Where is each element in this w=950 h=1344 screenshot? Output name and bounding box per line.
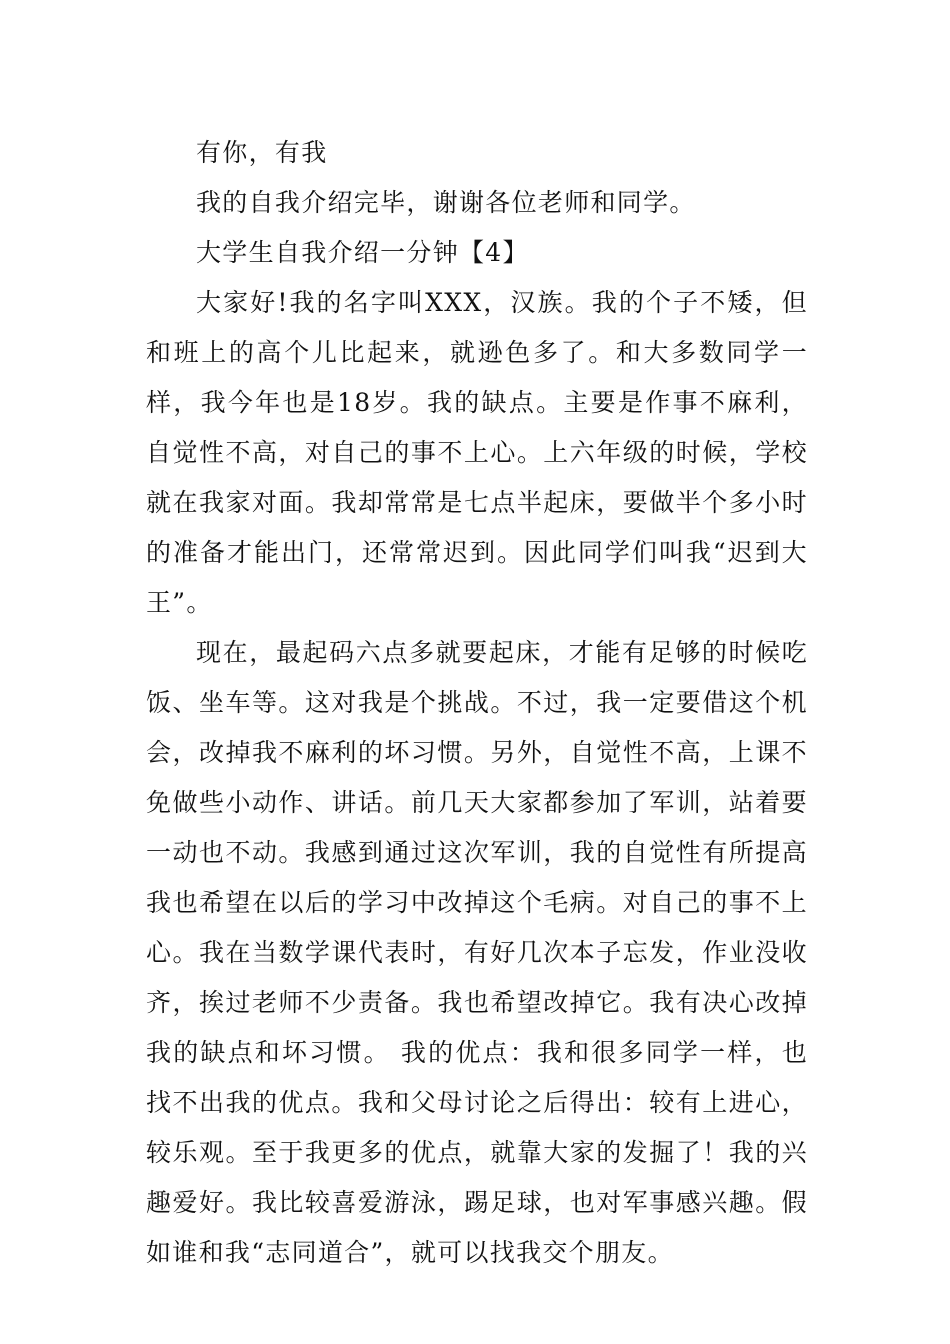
paragraph-self-assessment: 现在，最起码六点多就要起床，才能有足够的时候吃饭、坐车等。这对我是个挑战。不过，我一定要借这个机会，改掉我不麻利的坏习惯。另外，自觉性不高，上课不免做些小动作、讲话。前几天大家都参加了军训，站着要一动也不动。我感到通过这次军训，我的自觉性有所提高我也希望在以后的学习中改掉这个毛病。对自己的事不上心。我在当数学课代表时，有好几次本子忘发，作业没收齐，挨过老师不少责备。我也希望改掉它。我有决心改掉我的缺点和坏习惯。 我的优点：我和很多同学一样，也找不出我的优点。我和父母讨论之后得出：较有上进心，较乐观。至于我更多的优点，就靠大家的发掘了！我的兴趣爱好。我比较喜爱游泳，踢足球，也对军事感兴趣。假如谁和我“志同道合”，就可以找我交个朋友。 bbox=[146, 638, 808, 1267]
paragraph-thanks: 我的自我介绍完毕，谢谢各位老师和同学。 bbox=[196, 188, 696, 217]
paragraph-closing-line: 有你，有我 bbox=[196, 138, 328, 167]
section-heading: 大学生自我介绍一分钟【4】 bbox=[196, 238, 529, 267]
document-body bbox=[146, 128, 808, 1278]
paragraph-introduction: 大家好!我的名字叫XXX，汉族。我的个子不矮，但和班上的高个儿比起来，就逊色多了。和大多数同学一样，我今年也是18岁。我的缺点。主要是作事不麻利，自觉性不高，对自己的事不上心。上六年级的时候，学校就在我家对面。我却常常是七点半起床，要做半个多小时的准备才能出门，还常常迟到。因此同学们叫我“迟到大王”。 bbox=[146, 288, 808, 617]
